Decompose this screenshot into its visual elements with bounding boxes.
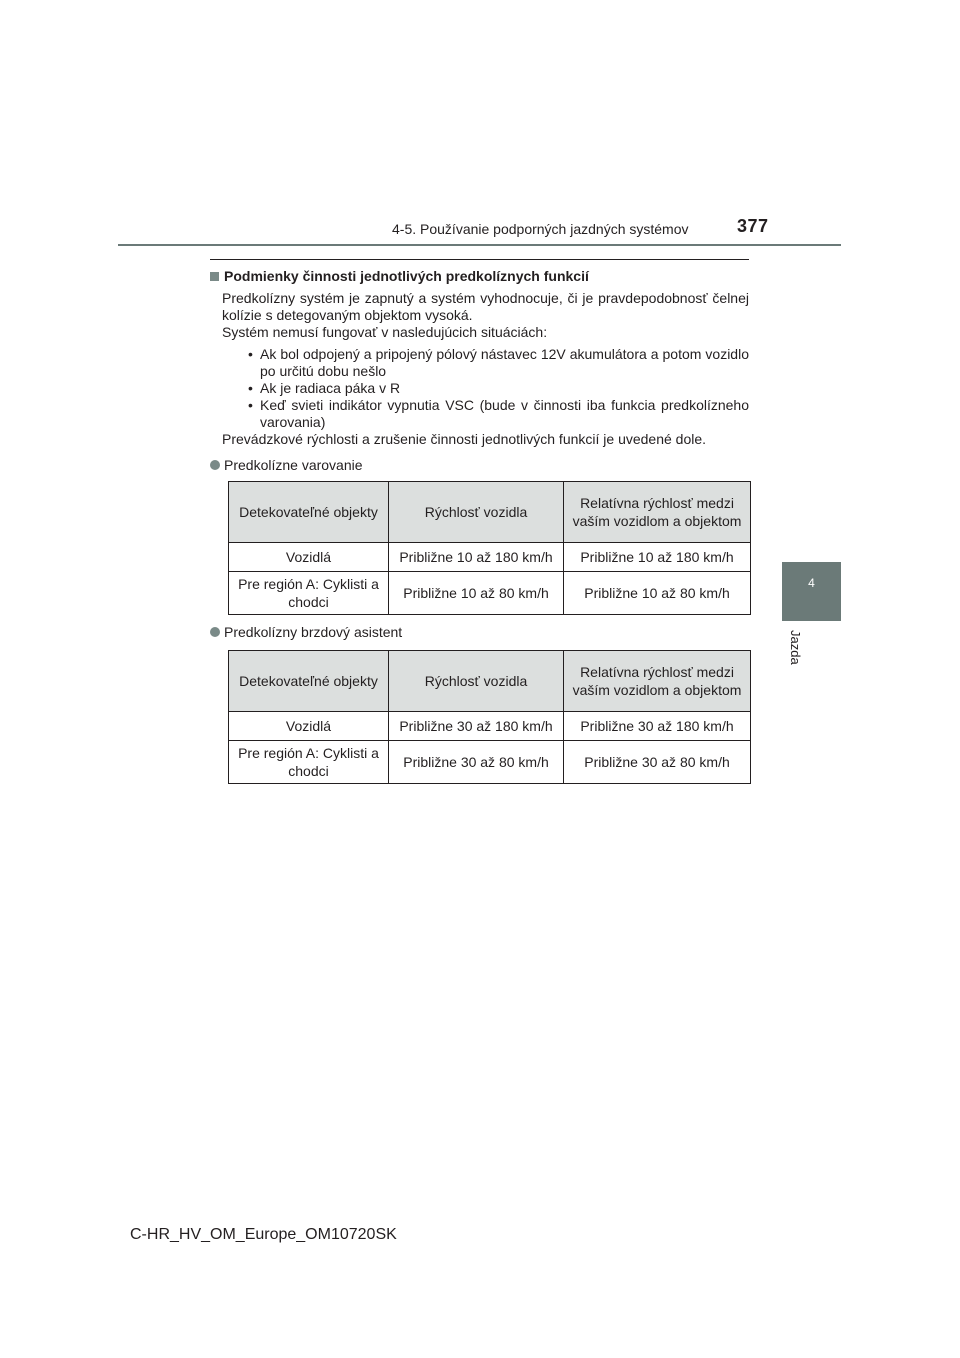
- table-row: [229, 712, 751, 741]
- intro-paragraph: Systém nemusí fungovať v nasledujúcich situáciách:: [222, 324, 548, 340]
- table-cell: Približne 30 až 80 km/h: [389, 741, 564, 784]
- table-header-row: [229, 651, 751, 712]
- table-cell: Vozidlá: [229, 712, 389, 741]
- column-header: Relatívna rýchlosť medzi vaším vozidlom a objektom: [564, 651, 751, 712]
- conditions-list: [248, 346, 749, 431]
- table-row: [229, 572, 751, 615]
- chapter-tab: [782, 562, 841, 621]
- column-header: Rýchlosť vozidla: [389, 651, 564, 712]
- header-divider: [118, 244, 841, 246]
- table-cell: Približne 10 až 80 km/h: [389, 572, 564, 615]
- column-header: Relatívna rýchlosť medzi vaším vozidlom a objektom: [564, 482, 751, 543]
- table-heading-text: Predkolízny brzdový asistent: [224, 624, 403, 640]
- table-heading: [210, 457, 749, 473]
- column-header: Detekovateľné objekty: [229, 651, 389, 712]
- header-title: 4-5. Používanie podporných jazdných systémov: [392, 221, 689, 237]
- table-cell: Pre región A: Cyklisti a chodci: [229, 741, 389, 784]
- table-cell: Približne 10 až 180 km/h: [389, 543, 564, 572]
- circle-bullet-icon: [210, 460, 220, 470]
- list-item: • Ak bol odpojený a pripojený pólový nástavec 12V akumulátora a potom vozidlo po určitú dobu nešlo: [248, 346, 749, 380]
- table-heading-text: Predkolízne varovanie: [224, 457, 363, 473]
- table-cell: Približne 30 až 180 km/h: [389, 712, 564, 741]
- table-cell: Približne 30 až 80 km/h: [564, 741, 751, 784]
- table-cell: Vozidlá: [229, 543, 389, 572]
- section-heading-text: Podmienky činnosti jednotlivých predkolíznych funkcií: [224, 268, 589, 284]
- operating-conditions-section: [210, 268, 749, 784]
- speed-table-brake-assist: [228, 650, 751, 784]
- chapter-label: Jazda: [788, 630, 803, 665]
- outro-paragraph: Prevádzkové rýchlosti a zrušenie činnosti jednotlivých funkcií je uvedené dole.: [222, 431, 707, 447]
- list-item: • Ak je radiaca páka v R: [248, 380, 749, 397]
- table-cell: Približne 30 až 180 km/h: [564, 712, 751, 741]
- list-item: • Keď svieti indikátor vypnutia VSC (bude v činnosti iba funkcia predkolízneho varovania): [248, 397, 749, 431]
- table-cell: Približne 10 až 180 km/h: [564, 543, 751, 572]
- speed-table-warning: [228, 481, 751, 615]
- square-bullet-icon: [210, 272, 219, 281]
- footer-doc-code: C-HR_HV_OM_Europe_OM10720SK: [130, 1226, 397, 1243]
- column-header: Rýchlosť vozidla: [389, 482, 564, 543]
- section-heading: [210, 268, 749, 284]
- table-heading: [210, 624, 749, 640]
- table-row: [229, 543, 751, 572]
- table-header-row: [229, 482, 751, 543]
- table-row: [229, 741, 751, 784]
- circle-bullet-icon: [210, 627, 220, 637]
- chapter-number: 4: [808, 576, 815, 590]
- intro-paragraph: Predkolízny systém je zapnutý a systém vyhodnocuje, či je pravdepodobnosť čelnej kolízie s detegovaným objektom vysoká.: [222, 290, 749, 323]
- section-divider: [210, 259, 749, 260]
- table-cell: Pre región A: Cyklisti a chodci: [229, 572, 389, 615]
- column-header: Detekovateľné objekty: [229, 482, 389, 543]
- page-number: 377: [737, 216, 769, 236]
- table-cell: Približne 10 až 80 km/h: [564, 572, 751, 615]
